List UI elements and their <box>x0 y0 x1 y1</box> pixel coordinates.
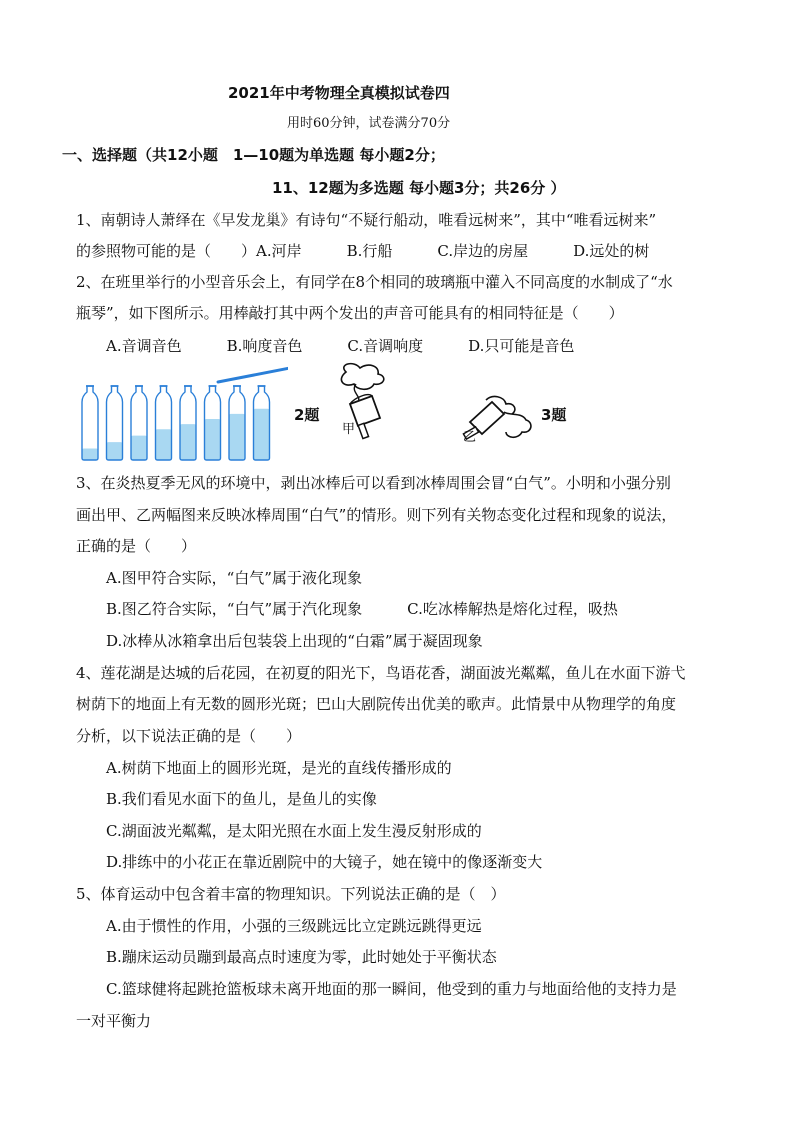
q4-option-a: A.树荫下地面上的圆形光斑，是光的直线传播形成的 <box>106 759 452 777</box>
q2-options: A.音调音色 B.响度音色 C.音调响度 D.只可能是音色 <box>106 337 575 355</box>
q5-line1: 5、体育运动中包含着丰富的物理知识。下列说法正确的是（ ） <box>76 885 506 903</box>
q1-line1: 1、南朝诗人萧绎在《早发龙巢》有诗句“不疑行船动，唯看远树来”，其中“唯看远树来” <box>76 211 657 229</box>
water-bottle <box>156 386 172 460</box>
bottle-water <box>82 448 98 460</box>
q3-option-a: A.图甲符合实际，“白气”属于液化现象 <box>106 569 362 587</box>
q5-option-c-line2: 一对平衡力 <box>76 1012 152 1030</box>
q4-option-b: B.我们看见水面下的鱼儿，是鱼儿的实像 <box>106 790 377 808</box>
water-bottle <box>180 386 196 460</box>
q2-line2: 瓶琴”，如下图所示。用棒敲打其中两个发出的声音可能具有的相同特征是（ ） <box>76 304 624 322</box>
section-heading-line2: 11、12题为多选题 每小题3分；共26分 ） <box>272 179 566 197</box>
striking-stick <box>218 368 288 382</box>
q3-line1: 3、在炎热夏季无风的环境中，剥出冰棒后可以看到冰棒周围会冒“白气”。小明和小强分别 <box>76 474 671 492</box>
bottle-water <box>205 419 221 460</box>
q4-option-c: C.湖面波光粼粼，是太阳光照在水面上发生漫反射形成的 <box>106 822 482 840</box>
water-bottle <box>229 386 245 460</box>
q3-option-d: D.冰棒从冰箱拿出后包装袋上出现的“白霜”属于凝固现象 <box>106 632 483 650</box>
q3-line2: 画出甲、乙两幅图来反映冰棒周围“白气”的情形。则下列有关物态变化过程和现象的说法， <box>76 506 677 524</box>
bottle-water <box>107 442 123 460</box>
water-bottle <box>254 386 270 460</box>
q2-line1: 2、在班里举行的小型音乐会上，有同学在8个相同的玻璃瓶中灌入不同高度的水制成了“水 <box>76 273 673 291</box>
bottle-water <box>229 414 245 460</box>
figure-label-yi: 乙 <box>463 430 477 445</box>
bottle-water <box>156 429 172 460</box>
section-heading-line1: 一、选择题（共12小题 1—10题为单选题 每小题2分； <box>62 146 445 164</box>
q5-option-c-line1: C.篮球健将起跳抢篮板球未离开地面的那一瞬间，他受到的重力与地面给他的支持力是 <box>106 980 677 998</box>
q4-option-d: D.排练中的小花正在靠近剧院中的大镜子，她在镜中的像逐渐变大 <box>106 853 543 871</box>
bottle-water <box>131 436 147 460</box>
q3-line3: 正确的是（ ） <box>76 537 197 555</box>
q1-line2: 的参照物可能的是（ ）A.河岸 B.行船 C.岸边的房屋 D.远处的树 <box>76 242 650 260</box>
water-bottle <box>82 386 98 460</box>
figure-label-q3: 3题 <box>541 406 567 424</box>
q3-option-b-c: B.图乙符合实际，“白气”属于汽化现象 C.吃冰棒解热是熔化过程，吸热 <box>106 600 618 618</box>
water-bottle <box>205 386 221 460</box>
figure-label-jia: 甲 <box>342 422 356 437</box>
q5-option-a: A.由于惯性的作用，小强的三级跳远比立定跳远跳得更远 <box>106 917 482 935</box>
page-title: 2021年中考物理全真模拟试卷四 <box>228 84 450 102</box>
bottle-water <box>180 424 196 460</box>
q5-option-b: B.蹦床运动员蹦到最高点时速度为零，此时她处于平衡状态 <box>106 948 497 966</box>
page-subtitle: 用时60分钟，试卷满分70分 <box>287 116 451 131</box>
bottle-water <box>254 409 270 460</box>
popsicle-jia-figure <box>328 362 398 442</box>
q4-line2: 树荫下的地面上有无数的圆形光斑；巴山大剧院传出优美的歌声。此情景中从物理学的角度 <box>76 695 677 713</box>
q4-line1: 4、莲花湖是达城的后花园，在初夏的阳光下，鸟语花香，湖面波光粼粼，鱼儿在水面下游弋 <box>76 664 686 682</box>
figure-label-q2: 2题 <box>294 406 320 424</box>
water-bottle <box>131 386 147 460</box>
water-bottles-figure <box>78 362 288 462</box>
q4-line3: 分析，以下说法正确的是（ ） <box>76 727 302 745</box>
water-bottle <box>107 386 123 460</box>
